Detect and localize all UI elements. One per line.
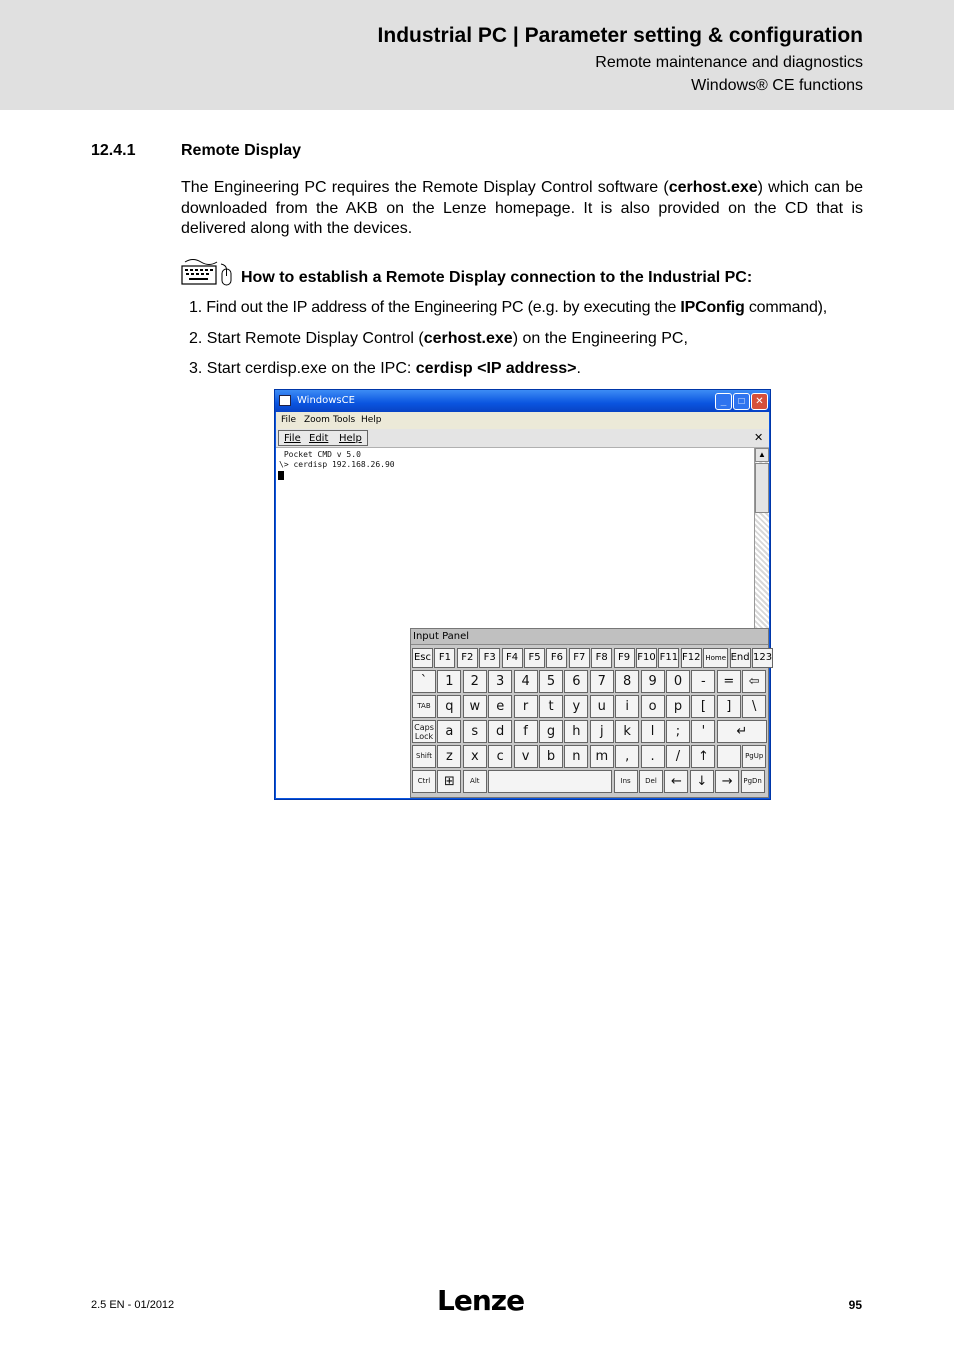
key-row2-12[interactable]: ]	[717, 695, 741, 718]
key-row1-4[interactable]: 4	[514, 670, 538, 693]
key-row2-13[interactable]: \	[742, 695, 766, 718]
ce-menu-box	[278, 430, 368, 446]
key-row3-6[interactable]: h	[564, 720, 588, 743]
key-row5-6[interactable]: ←	[664, 770, 688, 793]
key-0-function[interactable]: Esc	[412, 648, 433, 668]
key-row5-1[interactable]: ⊞	[437, 770, 461, 793]
key-1-function[interactable]: F1	[434, 648, 455, 668]
key-row2-5[interactable]: t	[539, 695, 563, 718]
key-row1-12[interactable]: =	[717, 670, 741, 693]
host-menubar	[276, 412, 769, 429]
remote-display-screenshot	[274, 389, 771, 800]
window-title: WindowsCE	[297, 395, 355, 406]
key-row2-10[interactable]: p	[666, 695, 690, 718]
key-row4-6[interactable]: n	[564, 745, 588, 768]
console-line-1: Pocket CMD v 5.0	[279, 450, 361, 459]
header-title: Industrial PC | Parameter setting & configuration	[377, 24, 863, 47]
key-2-function[interactable]: F2	[457, 648, 478, 668]
step-1: 1. Find out the IP address of the Engineering PC (e.g. by executing the IPConfig command),	[189, 299, 828, 316]
footer-edition: 2.5 EN - 01/2012	[91, 1299, 175, 1311]
keyboard-mouse-icon	[181, 257, 233, 287]
key-row4-11[interactable]: ↑	[691, 745, 715, 768]
console-cursor	[278, 471, 284, 480]
key-15-function[interactable]: 123	[752, 648, 773, 668]
key-row3-12[interactable]: ↵	[717, 720, 767, 743]
function-key-row	[411, 648, 773, 668]
key-row5-9[interactable]: PgDn	[741, 770, 765, 793]
key-row3-0[interactable]: Caps Lock	[412, 720, 436, 743]
header-subtitle-2: Windows® CE functions	[691, 77, 863, 94]
key-row5-2[interactable]: Alt	[463, 770, 487, 793]
key-12-function[interactable]: F12	[681, 648, 702, 668]
maximize-button[interactable]: □	[733, 393, 750, 410]
key-10-function[interactable]: F10	[636, 648, 657, 668]
key-row2-3[interactable]: e	[488, 695, 512, 718]
key-row1-10[interactable]: 0	[666, 670, 690, 693]
window-app-icon	[279, 395, 291, 406]
key-row1-8[interactable]: 8	[615, 670, 639, 693]
key-row1-3[interactable]: 3	[488, 670, 512, 693]
key-4-function[interactable]: F4	[502, 648, 523, 668]
key-8-function[interactable]: F8	[591, 648, 612, 668]
ce-menu-edit[interactable]: Edit	[309, 433, 329, 444]
key-row2-9[interactable]: o	[641, 695, 665, 718]
section-title: Remote Display	[181, 142, 302, 159]
step-3: 3. Start cerdisp.exe on the IPC: cerdisp <IP address>.	[189, 360, 581, 377]
key-row4-4[interactable]: v	[514, 745, 538, 768]
console-output	[279, 450, 395, 470]
section-number: 12.4.1	[91, 142, 136, 159]
key-row3-4[interactable]: f	[514, 720, 538, 743]
key-row2-2[interactable]: w	[463, 695, 487, 718]
key-row1-5[interactable]: 5	[539, 670, 563, 693]
key-row3-11[interactable]: '	[691, 720, 715, 743]
key-6-function[interactable]: F6	[546, 648, 567, 668]
key-row5-0[interactable]: Ctrl	[412, 770, 436, 793]
input-panel	[410, 628, 773, 798]
key-row4-7[interactable]: m	[590, 745, 614, 768]
step-2: 2. Start Remote Display Control (cerhost.exe) on the Engineering PC,	[189, 330, 688, 347]
key-row4-1[interactable]: z	[437, 745, 461, 768]
key-row2-4[interactable]: r	[514, 695, 538, 718]
howto-heading: How to establish a Remote Display connection to the Industrial PC:	[241, 269, 753, 286]
key-row3-10[interactable]: ;	[666, 720, 690, 743]
scroll-thumb[interactable]	[755, 463, 769, 513]
scroll-up-icon[interactable]: ▲	[755, 448, 769, 462]
key-row1-6[interactable]: 6	[564, 670, 588, 693]
menu-tools[interactable]: Tools	[333, 415, 356, 425]
key-row2-11[interactable]: [	[691, 695, 715, 718]
page-number: 95	[848, 1298, 862, 1312]
key-row1-7[interactable]: 7	[590, 670, 614, 693]
intro-paragraph: The Engineering PC requires the Remote Display Control software (cerhost.exe) which can be downloaded from the AKB on the Lenze homepage. It is also provided on the CD that is delivered along with the devices.	[181, 179, 864, 237]
key-row4-5[interactable]: b	[539, 745, 563, 768]
key-row3-8[interactable]: k	[615, 720, 639, 743]
key-row3-5[interactable]: g	[539, 720, 563, 743]
key-row2-8[interactable]: i	[615, 695, 639, 718]
key-row4-12[interactable]	[717, 745, 741, 768]
page-header	[0, 0, 954, 110]
key-row1-11[interactable]: -	[691, 670, 715, 693]
key-13-function[interactable]: Home	[703, 648, 728, 668]
key-row3-2[interactable]: s	[463, 720, 487, 743]
ce-menubar	[276, 429, 769, 448]
input-panel-title: Input Panel	[411, 629, 768, 645]
key-row4-0[interactable]: Shift	[412, 745, 436, 768]
vertical-scrollbar[interactable]	[754, 448, 769, 628]
key-11-function[interactable]: F11	[658, 648, 679, 668]
key-row4-13[interactable]: PgUp	[742, 745, 766, 768]
key-row5-3[interactable]	[488, 770, 612, 793]
remote-client-area	[276, 429, 773, 798]
key-5-function[interactable]: F5	[524, 648, 545, 668]
key-row3-7[interactable]: j	[590, 720, 614, 743]
key-row1-0[interactable]: `	[412, 670, 436, 693]
ce-close-icon[interactable]: ✕	[754, 432, 764, 444]
key-14-function[interactable]: End	[730, 648, 751, 668]
key-row2-1[interactable]: q	[437, 695, 461, 718]
key-row2-6[interactable]: y	[564, 695, 588, 718]
key-row3-9[interactable]: l	[641, 720, 665, 743]
console-line-2: \> cerdisp 192.168.26.90	[279, 460, 395, 469]
key-row4-2[interactable]: x	[463, 745, 487, 768]
key-row1-9[interactable]: 9	[641, 670, 665, 693]
menu-zoom[interactable]: Zoom	[304, 415, 330, 425]
key-7-function[interactable]: F7	[569, 648, 590, 668]
minimize-button[interactable]: _	[715, 393, 732, 410]
key-row3-3[interactable]: d	[488, 720, 512, 743]
lenze-logo: Lenze	[437, 1284, 525, 1317]
menu-help[interactable]: Help	[361, 415, 382, 425]
key-3-function[interactable]: F3	[479, 648, 500, 668]
key-row2-7[interactable]: u	[590, 695, 614, 718]
close-button[interactable]: ✕	[751, 393, 768, 410]
key-row4-3[interactable]: c	[488, 745, 512, 768]
key-row5-5[interactable]: Del	[639, 770, 663, 793]
menu-file[interactable]: File	[281, 415, 297, 425]
key-row1-2[interactable]: 2	[463, 670, 487, 693]
key-row5-8[interactable]: →	[715, 770, 739, 793]
key-row5-4[interactable]: Ins	[614, 770, 638, 793]
key-row4-8[interactable]: ,	[615, 745, 639, 768]
key-row3-1[interactable]: a	[437, 720, 461, 743]
window-titlebar	[275, 390, 770, 412]
ce-menu-help[interactable]: Help	[339, 433, 362, 444]
header-subtitle-1: Remote maintenance and diagnostics	[595, 54, 863, 71]
key-row4-9[interactable]: .	[641, 745, 665, 768]
ce-menu-file[interactable]: File	[284, 433, 301, 444]
key-9-function[interactable]: F9	[614, 648, 635, 668]
key-row1-13[interactable]: ⇦	[742, 670, 766, 693]
key-row4-10[interactable]: /	[666, 745, 690, 768]
key-row1-1[interactable]: 1	[437, 670, 461, 693]
key-row5-7[interactable]: ↓	[690, 770, 714, 793]
key-row2-0[interactable]: TAB	[412, 695, 436, 718]
